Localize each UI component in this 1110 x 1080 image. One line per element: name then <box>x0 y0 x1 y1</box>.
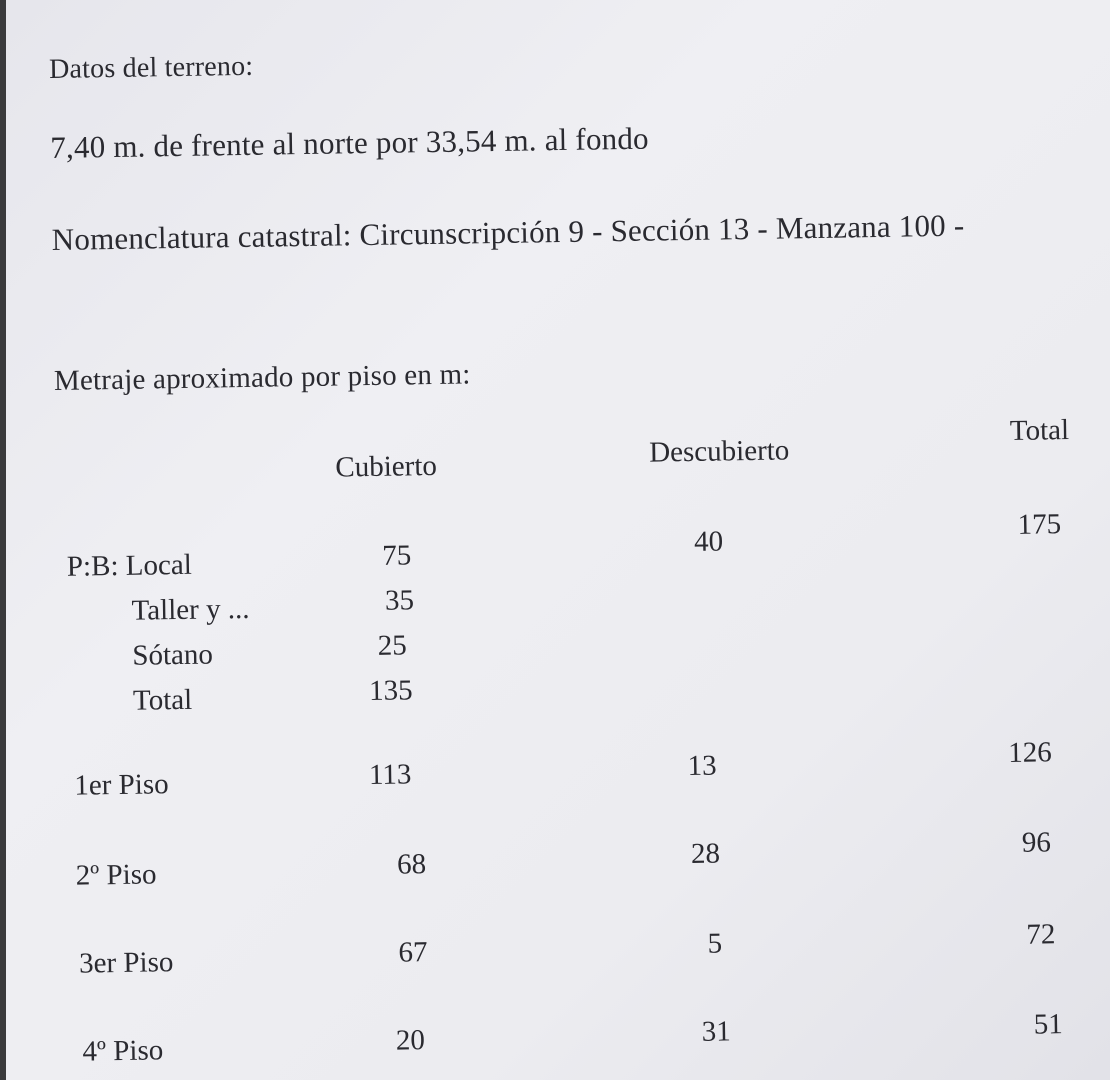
piso2-uncovered: 28 <box>690 837 721 871</box>
piso2-total: 96 <box>1021 826 1052 859</box>
piso3-uncovered: 5 <box>707 927 723 960</box>
piso1-uncovered: 13 <box>687 749 717 783</box>
terrain-dimensions: 7,40 m. de frente al norte por 33,54 m. al fondo <box>50 120 649 165</box>
document-page <box>6 0 1110 1080</box>
piso4-total: 51 <box>1033 1008 1063 1041</box>
area-heading: Metraje aproximado por piso en m: <box>53 358 471 397</box>
piso1-total: 126 <box>1007 736 1052 770</box>
piso2-covered: 68 <box>396 848 427 881</box>
row-label-pb-local: P:B: Local <box>66 548 193 583</box>
piso3-total: 72 <box>1026 918 1056 951</box>
taller-covered: 35 <box>384 584 415 617</box>
document-content <box>48 0 1110 1080</box>
row-label-sotano: Sótano <box>132 638 214 672</box>
cadastral-nomenclature: Nomenclatura catastral: Circunscripción 9 - Sección 13 - Manzana 100 - <box>51 207 965 257</box>
row-label-2-piso: 2º Piso <box>75 858 157 892</box>
row-label-pb-total: Total <box>132 683 193 717</box>
row-label-1er-piso: 1er Piso <box>74 768 169 802</box>
row-label-3er-piso: 3er Piso <box>78 946 174 980</box>
header-uncovered: Descubierto <box>648 434 790 469</box>
terrain-heading: Datos del terreno: <box>48 50 254 85</box>
piso3-covered: 67 <box>398 936 428 969</box>
sotano-covered: 25 <box>377 629 407 662</box>
pb-covered: 75 <box>382 539 412 572</box>
piso1-covered: 113 <box>368 758 412 792</box>
header-covered: Cubierto <box>335 449 438 484</box>
pb-total: 175 <box>1017 508 1062 541</box>
row-label-4-piso: 4º Piso <box>82 1034 164 1068</box>
row-label-taller: Taller y ... <box>131 592 250 627</box>
piso4-covered: 20 <box>395 1024 426 1057</box>
piso4-uncovered: 31 <box>701 1015 732 1048</box>
pb-uncovered: 40 <box>693 525 724 558</box>
pb-subtotal-covered: 135 <box>368 674 413 708</box>
header-total: Total <box>1009 414 1070 447</box>
